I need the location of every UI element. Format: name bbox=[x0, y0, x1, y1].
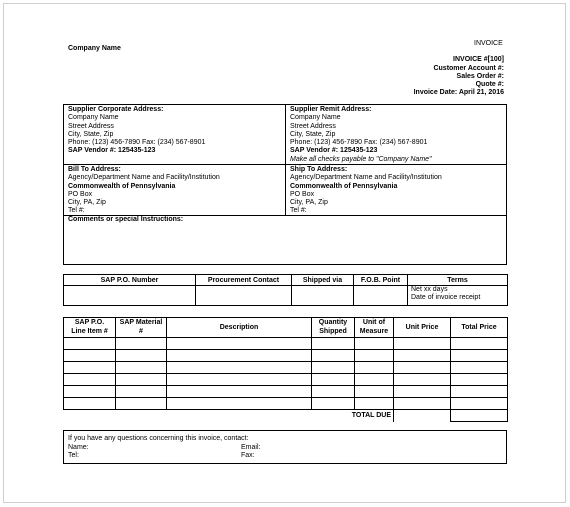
table-cell[interactable] bbox=[451, 362, 508, 374]
table-cell[interactable] bbox=[355, 398, 394, 410]
table-cell[interactable] bbox=[312, 386, 355, 398]
ship-to-title: Ship To Address: bbox=[290, 166, 348, 173]
remit-address bbox=[290, 106, 432, 164]
table-row bbox=[64, 350, 508, 362]
table-cell[interactable] bbox=[167, 386, 312, 398]
bill-to-state: Commonwealth of Pennsylvania bbox=[68, 182, 176, 190]
table-cell[interactable] bbox=[355, 362, 394, 374]
sap-po-number-cell[interactable] bbox=[64, 286, 196, 306]
header-shipped-via: Shipped via bbox=[292, 275, 354, 286]
bill-to-tel: Tel #: bbox=[68, 207, 85, 215]
supplier-street: Street Address bbox=[68, 122, 114, 130]
contact-question: If you have any questions concerning this invoice, contact: bbox=[68, 435, 249, 442]
table-cell[interactable] bbox=[64, 350, 116, 362]
table-cell[interactable] bbox=[116, 350, 167, 362]
table-row bbox=[64, 386, 508, 398]
table-cell[interactable] bbox=[167, 398, 312, 410]
shipped-via-cell[interactable] bbox=[292, 286, 354, 306]
header-po-line-item: SAP P.O. Line Item # bbox=[64, 318, 116, 338]
bill-to-agency: Agency/Department Name and Facility/Institution bbox=[68, 174, 220, 182]
terms-line-2: Date of invoice receipt bbox=[411, 294, 481, 302]
line-items-table bbox=[63, 317, 508, 422]
supplier-city: City, State, Zip bbox=[68, 130, 114, 138]
remit-street: Street Address bbox=[290, 122, 336, 130]
table-cell[interactable] bbox=[64, 386, 116, 398]
table-cell[interactable] bbox=[312, 338, 355, 350]
table-cell[interactable] bbox=[167, 350, 312, 362]
table-cell[interactable] bbox=[167, 374, 312, 386]
comments-field[interactable] bbox=[66, 226, 504, 262]
procurement-contact-cell[interactable] bbox=[196, 286, 292, 306]
table-cell[interactable] bbox=[312, 362, 355, 374]
table-cell[interactable] bbox=[64, 338, 116, 350]
table-cell[interactable] bbox=[451, 386, 508, 398]
table-cell[interactable] bbox=[394, 338, 451, 350]
table-cell[interactable] bbox=[312, 350, 355, 362]
ship-to-po-box: PO Box bbox=[290, 190, 315, 198]
table-cell[interactable] bbox=[394, 386, 451, 398]
header-terms: Terms bbox=[408, 275, 508, 286]
total-due-value[interactable] bbox=[451, 410, 508, 422]
table-cell[interactable] bbox=[116, 398, 167, 410]
table-row bbox=[64, 338, 508, 350]
table-cell[interactable] bbox=[451, 398, 508, 410]
table-cell[interactable] bbox=[116, 374, 167, 386]
header-procurement-contact: Procurement Contact bbox=[196, 275, 292, 286]
remit-phone: Phone: (123) 456-7890 Fax: (234) 567-8901 bbox=[290, 139, 428, 147]
table-cell[interactable] bbox=[116, 338, 167, 350]
table-cell[interactable] bbox=[394, 374, 451, 386]
table-cell[interactable] bbox=[116, 386, 167, 398]
ship-to-city: City, PA, Zip bbox=[290, 199, 328, 207]
table-cell[interactable] bbox=[355, 350, 394, 362]
header-sap-material: SAP Material # bbox=[116, 318, 167, 338]
table-cell[interactable] bbox=[167, 362, 312, 374]
header-quantity-shipped: Quantity Shipped bbox=[312, 318, 355, 338]
contact-email-label: Email: bbox=[241, 444, 261, 451]
table-cell[interactable] bbox=[394, 350, 451, 362]
address-divider bbox=[63, 164, 507, 165]
terms-cell[interactable] bbox=[408, 286, 508, 306]
table-cell[interactable] bbox=[64, 398, 116, 410]
table-cell[interactable] bbox=[394, 362, 451, 374]
bill-to-city: City, PA, Zip bbox=[68, 199, 106, 207]
ship-to-address bbox=[290, 166, 442, 216]
table-cell[interactable] bbox=[312, 374, 355, 386]
ship-to-tel: Tel #: bbox=[290, 207, 307, 215]
remit-name: Company Name bbox=[290, 114, 341, 122]
comments-title: Comments or special Instructions: bbox=[68, 216, 184, 223]
table-cell[interactable] bbox=[64, 362, 116, 374]
header-unit-of-measure: Unit of Measure bbox=[355, 318, 394, 338]
supplier-address bbox=[68, 106, 205, 156]
remit-note: Make all checks payable to "Company Name" bbox=[290, 155, 432, 163]
header-total-price: Total Price bbox=[451, 318, 508, 338]
fob-point-cell[interactable] bbox=[354, 286, 408, 306]
quote-label: Quote #: bbox=[475, 81, 504, 88]
customer-account-label: Customer Account #: bbox=[433, 65, 504, 72]
contact-tel-label: Tel: bbox=[68, 452, 79, 459]
table-cell[interactable] bbox=[394, 398, 451, 410]
table-cell[interactable] bbox=[116, 362, 167, 374]
remit-vendor: SAP Vendor #: 125435-123 bbox=[290, 147, 378, 155]
remit-title: Supplier Remit Address: bbox=[290, 106, 372, 113]
terms-table bbox=[63, 274, 508, 306]
address-divider bbox=[285, 104, 286, 215]
header-description: Description bbox=[167, 318, 312, 338]
bill-to-po-box: PO Box bbox=[68, 190, 93, 198]
table-row bbox=[64, 362, 508, 374]
table-cell[interactable] bbox=[64, 374, 116, 386]
table-cell[interactable] bbox=[451, 338, 508, 350]
document-title: INVOICE bbox=[474, 40, 503, 47]
table-row bbox=[64, 398, 508, 410]
supplier-phone: Phone: (123) 456-7890 Fax: (234) 567-8901 bbox=[68, 139, 206, 147]
invoice-number: INVOICE #[100] bbox=[453, 56, 504, 63]
supplier-vendor: SAP Vendor #: 125435-123 bbox=[68, 147, 156, 155]
table-cell[interactable] bbox=[312, 398, 355, 410]
contact-name-label: Name: bbox=[68, 444, 89, 451]
header-sap-po-number: SAP P.O. Number bbox=[64, 275, 196, 286]
company-name: Company Name bbox=[68, 45, 121, 52]
header-unit-price: Unit Price bbox=[394, 318, 451, 338]
total-due-label: TOTAL DUE bbox=[64, 410, 394, 422]
table-cell[interactable] bbox=[355, 338, 394, 350]
table-cell[interactable] bbox=[355, 374, 394, 386]
table-cell[interactable] bbox=[355, 386, 394, 398]
total-due-row bbox=[64, 410, 508, 422]
supplier-title: Supplier Corporate Address: bbox=[68, 106, 164, 113]
table-cell[interactable] bbox=[451, 350, 508, 362]
ship-to-agency: Agency/Department Name and Facility/Institution bbox=[290, 174, 442, 182]
header-fob-point: F.O.B. Point bbox=[354, 275, 408, 286]
table-cell[interactable] bbox=[167, 338, 312, 350]
invoice-date: Invoice Date: April 21, 2016 bbox=[413, 89, 504, 96]
contact-fax-label: Fax: bbox=[241, 452, 255, 459]
table-row bbox=[64, 374, 508, 386]
sales-order-label: Sales Order #: bbox=[456, 73, 504, 80]
table-cell[interactable] bbox=[451, 374, 508, 386]
bill-to-title: Bill To Address: bbox=[68, 166, 121, 173]
terms-line-1: Net xx days bbox=[411, 286, 448, 293]
bill-to-address bbox=[68, 166, 220, 216]
remit-city: City, State, Zip bbox=[290, 130, 336, 138]
ship-to-state: Commonwealth of Pennsylvania bbox=[290, 182, 398, 190]
supplier-name: Company Name bbox=[68, 114, 119, 122]
total-due-spacer bbox=[394, 410, 451, 422]
